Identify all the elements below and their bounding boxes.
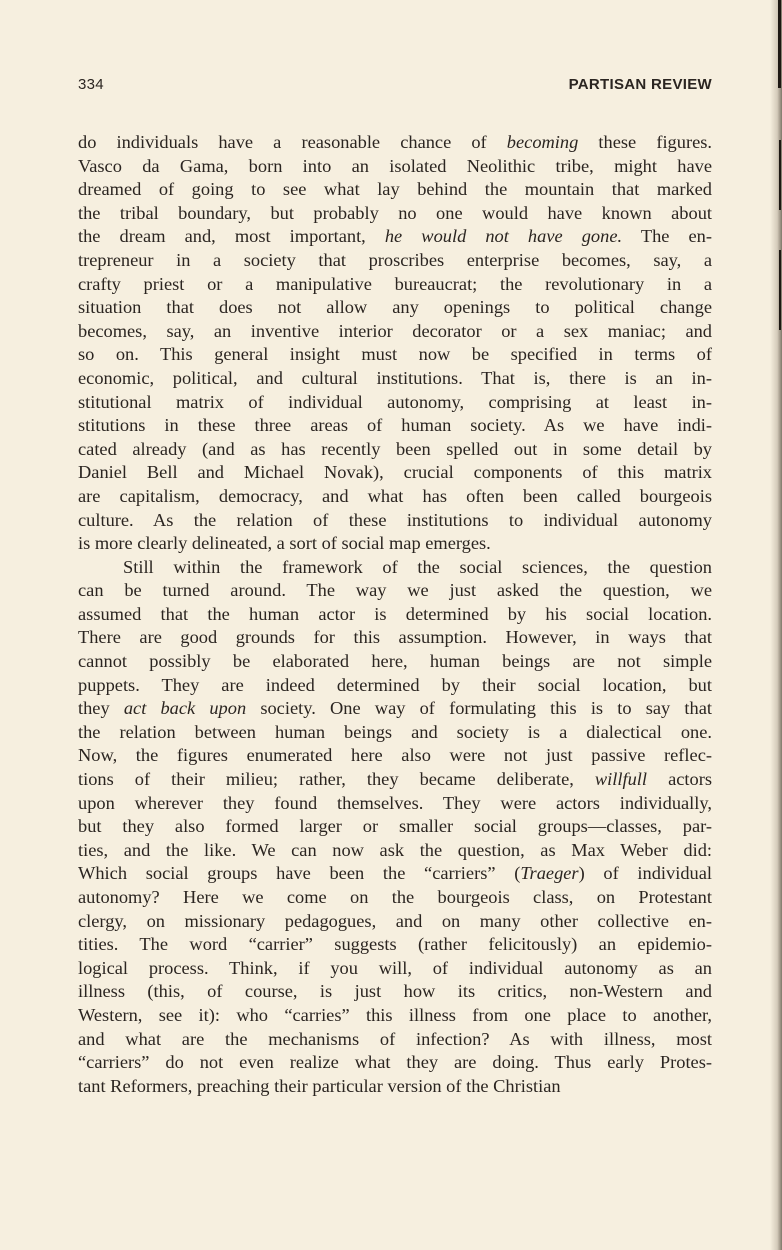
paragraph xyxy=(78,131,712,556)
text-run: ties, and the like. We can now ask the question, as Max Weber did: xyxy=(78,839,712,860)
text-line xyxy=(78,910,712,934)
text-line xyxy=(78,461,712,485)
text-run: actors xyxy=(647,769,712,790)
text-run: The en- xyxy=(622,226,712,247)
text-line xyxy=(78,674,712,698)
text-run: the dream and, most important, xyxy=(78,226,385,247)
binding-edge-mark xyxy=(779,250,781,330)
text-line xyxy=(78,155,712,179)
running-head: PARTISAN REVIEW xyxy=(568,76,712,93)
text-run: economic, political, and cultural institutions. That is, there is an in- xyxy=(78,367,712,388)
text-run: logical process. Think, if you will, of individual autonomy as an xyxy=(78,957,712,978)
text-line xyxy=(78,626,712,650)
text-line xyxy=(78,509,712,533)
text-line xyxy=(78,980,712,1004)
text-run: society. One way of formulating this is to say that xyxy=(246,698,712,719)
text-run: trepreneur in a society that proscribes enterprise becomes, say, a xyxy=(78,249,712,270)
text-line xyxy=(78,792,712,816)
text-line xyxy=(78,579,712,603)
text-run: the relation between human beings and society is a dialectical one. xyxy=(78,721,712,742)
text-run: autonomy? Here we come on the bourgeois class, on Protestant xyxy=(78,887,712,907)
text-run: Now, the figures enumerated here also were not just passive reflec- xyxy=(78,745,712,766)
text-run: are capitalism, democracy, and what has often been called bourgeois xyxy=(78,485,712,506)
text-run: puppets. They are indeed determined by their social location, but xyxy=(78,674,712,695)
text-line xyxy=(78,367,712,391)
text-line xyxy=(78,273,712,297)
text-line xyxy=(78,957,712,981)
text-line xyxy=(78,556,712,580)
text-line xyxy=(78,721,712,745)
text-line xyxy=(78,933,712,957)
italic-text: he would not have gone. xyxy=(384,226,623,247)
page-number: 334 xyxy=(78,76,104,93)
text-line xyxy=(78,697,712,721)
text-line xyxy=(78,744,712,768)
text-line xyxy=(78,839,712,863)
text-run: stitutional matrix of individual autonomy, comprising at least in- xyxy=(78,391,712,412)
text-line xyxy=(78,1004,712,1028)
text-line xyxy=(78,532,712,556)
text-run: assumed that the human actor is determined by his social location. xyxy=(78,603,712,624)
text-line xyxy=(78,650,712,674)
text-run: cated already (and as has recently been spelled out in some detail by xyxy=(78,438,712,459)
text-run: is more clearly delineated, a sort of social map emerges. xyxy=(78,533,491,554)
text-run: cannot possibly be elaborated here, human beings are not simple xyxy=(78,651,712,672)
text-line xyxy=(78,768,712,792)
paragraph xyxy=(78,556,712,1099)
text-line xyxy=(78,603,712,627)
text-run: so on. This general insight must now be specified in terms of xyxy=(78,344,712,365)
text-line xyxy=(78,414,712,438)
italic-text: becoming xyxy=(506,132,579,152)
text-run: tities. The word “carrier” suggests (rather felicitously) an epidemio- xyxy=(78,934,712,955)
text-line xyxy=(78,202,712,226)
text-run: There are good grounds for this assumption. However, in ways that xyxy=(78,627,712,648)
text-line xyxy=(78,815,712,839)
text-run: Western, see it): who “carries” this illness from one place to another, xyxy=(78,1004,712,1025)
text-line xyxy=(78,485,712,509)
text-run: and what are the mechanisms of infection? As with illness, most xyxy=(78,1028,712,1049)
text-run: culture. As the relation of these institutions to individual autonomy xyxy=(78,509,712,530)
binding-edge-mark xyxy=(778,0,781,88)
text-line xyxy=(78,438,712,462)
text-run: situation that does not allow any openings to political change xyxy=(78,297,712,318)
text-line xyxy=(78,886,712,910)
text-run: do individuals have a reasonable chance of xyxy=(78,132,507,152)
text-run: clergy, on missionary pedagogues, and on many other collective en- xyxy=(78,910,712,931)
text-run: tant Reformers, preaching their particular version of the Christian xyxy=(78,1075,561,1096)
text-run: Which social groups have been the “carriers” ( xyxy=(78,863,521,884)
text-run: dreamed of going to see what lay behind the mountain that marked xyxy=(78,179,712,200)
text-line xyxy=(78,320,712,344)
text-line xyxy=(78,1028,712,1052)
text-run: crafty priest or a manipulative bureaucrat; the revolutionary in a xyxy=(78,273,712,294)
text-run: illness (this, of course, is just how its critics, non-Western and xyxy=(78,981,712,1002)
text-run: becomes, say, an inventive interior decorator or a sex maniac; and xyxy=(78,320,712,341)
text-line xyxy=(78,296,712,320)
text-line xyxy=(78,1051,712,1075)
text-run: can be turned around. The way we just asked the question, we xyxy=(78,580,712,601)
text-run: upon wherever they found themselves. They were actors individually, xyxy=(78,792,712,813)
text-line xyxy=(78,131,712,155)
italic-text: Traeger xyxy=(520,863,579,884)
text-line xyxy=(78,225,712,249)
text-run: Vasco da Gama, born into an isolated Neolithic tribe, might have xyxy=(78,155,712,176)
page-header xyxy=(78,76,712,98)
text-run: they xyxy=(78,698,124,719)
text-run: these figures. xyxy=(578,132,712,152)
text-line xyxy=(78,1075,712,1099)
text-run: the tribal boundary, but probably no one would have known about xyxy=(78,202,712,223)
text-run: stitutions in these three areas of human society. As we have indi- xyxy=(78,415,712,436)
text-run: but they also formed larger or smaller social groups—classes, par- xyxy=(78,816,712,837)
text-line xyxy=(78,343,712,367)
body-text xyxy=(78,131,712,1098)
italic-text: act back upon xyxy=(123,698,247,719)
text-line xyxy=(78,862,712,886)
text-line xyxy=(78,391,712,415)
text-line xyxy=(78,249,712,273)
italic-text: willfull xyxy=(594,769,648,790)
text-run: tions of their milieu; rather, they became deliberate, xyxy=(78,769,595,790)
text-line xyxy=(78,178,712,202)
text-run: Still within the framework of the social sciences, the question xyxy=(123,556,712,577)
text-run: “carriers” do not even realize what they are doing. Thus early Protes- xyxy=(78,1052,712,1073)
text-run: Daniel Bell and Michael Novak), crucial components of this matrix xyxy=(78,462,712,483)
binding-edge-mark xyxy=(779,140,781,210)
text-run: ) of individual xyxy=(578,863,713,884)
